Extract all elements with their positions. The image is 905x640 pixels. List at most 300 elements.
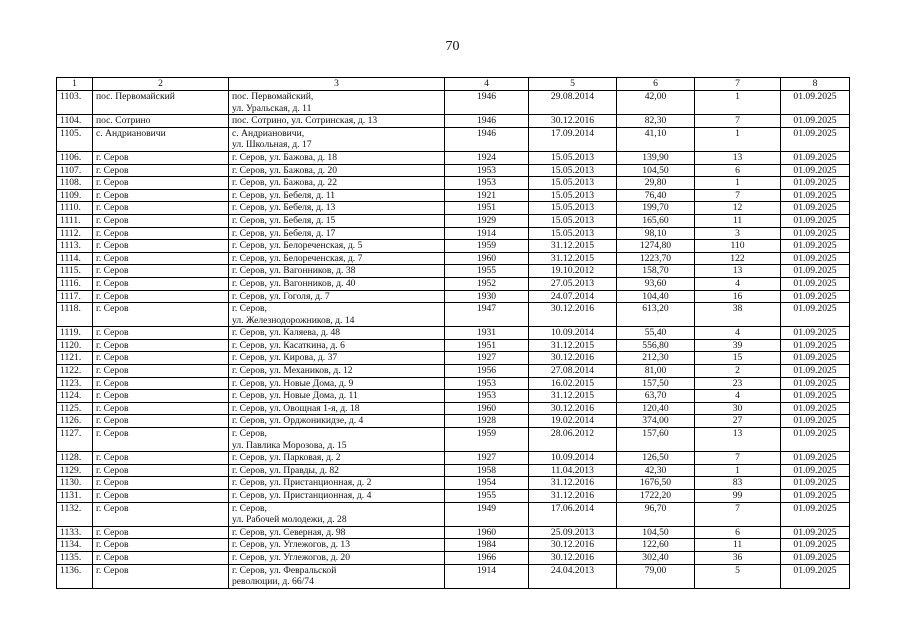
- deadline-cell: 01.09.2025: [781, 477, 850, 490]
- deadline-cell: 01.09.2025: [781, 502, 850, 526]
- address-cell: [229, 277, 445, 290]
- count-cell: 38: [695, 303, 781, 327]
- deadline-cell: 01.09.2025: [781, 164, 850, 177]
- row-number-cell: 1126.: [57, 415, 93, 428]
- address-cell: [229, 164, 445, 177]
- area-cell: 42,30: [617, 464, 695, 477]
- count-cell: 3: [695, 227, 781, 240]
- area-cell: 139,90: [617, 151, 695, 164]
- year-cell: 1959: [445, 428, 529, 452]
- row-number-cell: 1130.: [57, 477, 93, 490]
- date-cell: 15.05.2013: [529, 164, 617, 177]
- address-line: г. Серов, ул. Вагонников, д. 38: [232, 265, 356, 277]
- column-header: 3: [229, 78, 445, 91]
- address-cell: [229, 115, 445, 128]
- table-row: [57, 202, 850, 215]
- locality-cell: г. Серов: [93, 265, 229, 278]
- row-number-cell: 1125.: [57, 402, 93, 415]
- row-number-cell: 1127.: [57, 428, 93, 452]
- row-number-cell: 1106.: [57, 151, 93, 164]
- address-line: г. Серов, ул. Кирова, д. 37: [232, 352, 338, 364]
- deadline-cell: 01.09.2025: [781, 365, 850, 378]
- column-header: 6: [617, 78, 695, 91]
- address-cell: [229, 127, 445, 151]
- year-cell: 1953: [445, 177, 529, 190]
- table-row: [57, 327, 850, 340]
- address-line: г. Серов, ул. Северная, д. 98: [232, 526, 346, 538]
- year-cell: 1921: [445, 189, 529, 202]
- deadline-cell: 01.09.2025: [781, 214, 850, 227]
- row-number-cell: 1119.: [57, 327, 93, 340]
- table-row: [57, 290, 850, 303]
- date-cell: 15.05.2013: [529, 214, 617, 227]
- count-cell: 7: [695, 452, 781, 465]
- deadline-cell: 01.09.2025: [781, 352, 850, 365]
- locality-cell: г. Серов: [93, 227, 229, 240]
- year-cell: 1960: [445, 252, 529, 265]
- locality-cell: г. Серов: [93, 151, 229, 164]
- area-cell: 104,40: [617, 290, 695, 303]
- date-cell: 31.12.2015: [529, 252, 617, 265]
- address-cell: [229, 452, 445, 465]
- year-cell: 1960: [445, 526, 529, 539]
- area-cell: 41,10: [617, 127, 695, 151]
- address-cell: [229, 151, 445, 164]
- count-cell: 7: [695, 115, 781, 128]
- count-cell: 2: [695, 365, 781, 378]
- year-cell: 1966: [445, 551, 529, 564]
- count-cell: 6: [695, 526, 781, 539]
- count-cell: 39: [695, 339, 781, 352]
- table-row: [57, 377, 850, 390]
- locality-cell: г. Серов: [93, 303, 229, 327]
- row-number-cell: 1116.: [57, 277, 93, 290]
- year-cell: 1953: [445, 390, 529, 403]
- locality-cell: г. Серов: [93, 164, 229, 177]
- date-cell: 10.09.2014: [529, 452, 617, 465]
- table-row: [57, 490, 850, 503]
- area-cell: 42,00: [617, 91, 695, 115]
- date-cell: 15.05.2013: [529, 189, 617, 202]
- area-cell: 556,80: [617, 339, 695, 352]
- date-cell: 28.06.2012: [529, 428, 617, 452]
- count-cell: 1: [695, 464, 781, 477]
- row-number-cell: 1123.: [57, 377, 93, 390]
- date-cell: 15.05.2013: [529, 227, 617, 240]
- table-row: [57, 214, 850, 227]
- address-line: г. Серов,: [232, 502, 267, 514]
- year-cell: 1928: [445, 415, 529, 428]
- address-cell: [229, 402, 445, 415]
- deadline-cell: 01.09.2025: [781, 428, 850, 452]
- address-cell: [229, 428, 445, 452]
- address-cell: [229, 477, 445, 490]
- address-cell: [229, 377, 445, 390]
- address-cell: [229, 177, 445, 190]
- table-row: [57, 428, 850, 452]
- address-cell: [229, 327, 445, 340]
- deadline-cell: 01.09.2025: [781, 177, 850, 190]
- column-header: 2: [93, 78, 229, 91]
- year-cell: 1914: [445, 227, 529, 240]
- count-cell: 1: [695, 177, 781, 190]
- address-cell: [229, 265, 445, 278]
- year-cell: 1946: [445, 115, 529, 128]
- address-cell: [229, 390, 445, 403]
- row-number-cell: 1132.: [57, 502, 93, 526]
- address-line: г. Серов, ул. Вагонников, д. 40: [232, 277, 356, 289]
- deadline-cell: 01.09.2025: [781, 464, 850, 477]
- deadline-cell: 01.09.2025: [781, 303, 850, 327]
- locality-cell: г. Серов: [93, 339, 229, 352]
- table-row: [57, 415, 850, 428]
- address-line: г. Серов, ул. Касаткина, д. 6: [232, 339, 345, 351]
- address-cell: [229, 227, 445, 240]
- address-line: г. Серов, ул. Углежогов, д. 13: [232, 539, 351, 551]
- address-cell: [229, 91, 445, 115]
- year-cell: 1984: [445, 539, 529, 552]
- row-number-cell: 1111.: [57, 214, 93, 227]
- address-line: ул. Уральская, д. 11: [232, 102, 312, 114]
- table-row: [57, 402, 850, 415]
- address-line: г. Серов, ул. Орджоникидзе, д. 4: [232, 415, 364, 427]
- count-cell: 15: [695, 352, 781, 365]
- deadline-cell: 01.09.2025: [781, 151, 850, 164]
- locality-cell: г. Серов: [93, 477, 229, 490]
- locality-cell: г. Серов: [93, 402, 229, 415]
- count-cell: 110: [695, 240, 781, 253]
- table-row: [57, 127, 850, 151]
- date-cell: 30.12.2016: [529, 539, 617, 552]
- deadline-cell: 01.09.2025: [781, 127, 850, 151]
- date-cell: 29.08.2014: [529, 91, 617, 115]
- row-number-cell: 1115.: [57, 265, 93, 278]
- address-line: г. Серов, ул. Правды, д. 82: [232, 464, 339, 476]
- locality-cell: г. Серов: [93, 252, 229, 265]
- table-row: [57, 115, 850, 128]
- locality-cell: г. Серов: [93, 564, 229, 588]
- address-line: г. Серов, ул. Бажова, д. 18: [232, 151, 337, 163]
- table-row: [57, 177, 850, 190]
- count-cell: 6: [695, 164, 781, 177]
- locality-cell: г. Серов: [93, 526, 229, 539]
- deadline-cell: 01.09.2025: [781, 390, 850, 403]
- locality-cell: г. Серов: [93, 202, 229, 215]
- count-cell: 23: [695, 377, 781, 390]
- date-cell: 30.12.2016: [529, 551, 617, 564]
- count-cell: 30: [695, 402, 781, 415]
- row-number-cell: 1118.: [57, 303, 93, 327]
- date-cell: 30.12.2016: [529, 402, 617, 415]
- area-cell: 93,60: [617, 277, 695, 290]
- area-cell: 55,40: [617, 327, 695, 340]
- address-cell: [229, 214, 445, 227]
- deadline-cell: 01.09.2025: [781, 252, 850, 265]
- count-cell: 11: [695, 539, 781, 552]
- locality-cell: г. Серов: [93, 377, 229, 390]
- area-cell: 1676,50: [617, 477, 695, 490]
- area-cell: 157,60: [617, 428, 695, 452]
- deadline-cell: 01.09.2025: [781, 551, 850, 564]
- address-line: ул. Школьная, д. 17: [232, 139, 312, 151]
- address-line: г. Серов, ул. Февральской: [232, 564, 337, 576]
- count-cell: 13: [695, 151, 781, 164]
- deadline-cell: 01.09.2025: [781, 402, 850, 415]
- deadline-cell: 01.09.2025: [781, 202, 850, 215]
- date-cell: 19.10.2012: [529, 265, 617, 278]
- count-cell: 4: [695, 327, 781, 340]
- area-cell: 81,00: [617, 365, 695, 378]
- address-cell: [229, 539, 445, 552]
- row-number-cell: 1114.: [57, 252, 93, 265]
- deadline-cell: 01.09.2025: [781, 539, 850, 552]
- address-line: ул. Рабочей молодежи, д. 28: [232, 514, 347, 526]
- row-number-cell: 1113.: [57, 240, 93, 253]
- locality-cell: г. Серов: [93, 189, 229, 202]
- year-cell: 1951: [445, 202, 529, 215]
- year-cell: 1955: [445, 265, 529, 278]
- address-line: революции, д. 66/74: [232, 576, 314, 588]
- column-header: 7: [695, 78, 781, 91]
- address-line: г. Серов, ул. Белореченская, д. 5: [232, 240, 363, 252]
- date-cell: 25.09.2013: [529, 526, 617, 539]
- date-cell: 31.12.2016: [529, 477, 617, 490]
- deadline-cell: 01.09.2025: [781, 526, 850, 539]
- deadline-cell: 01.09.2025: [781, 339, 850, 352]
- row-number-cell: 1109.: [57, 189, 93, 202]
- count-cell: 12: [695, 202, 781, 215]
- row-number-cell: 1112.: [57, 227, 93, 240]
- count-cell: 4: [695, 277, 781, 290]
- address-cell: [229, 202, 445, 215]
- area-cell: 158,70: [617, 265, 695, 278]
- table-row: [57, 227, 850, 240]
- locality-cell: г. Серов: [93, 365, 229, 378]
- row-number-cell: 1110.: [57, 202, 93, 215]
- row-number-cell: 1124.: [57, 390, 93, 403]
- area-cell: 212,30: [617, 352, 695, 365]
- table-row: [57, 390, 850, 403]
- year-cell: 1929: [445, 214, 529, 227]
- area-cell: 76,40: [617, 189, 695, 202]
- year-cell: 1930: [445, 290, 529, 303]
- area-cell: 104,50: [617, 164, 695, 177]
- address-line: г. Серов, ул. Новые Дома, д. 11: [232, 390, 358, 402]
- date-cell: 15.05.2013: [529, 202, 617, 215]
- address-cell: [229, 564, 445, 588]
- table-row: [57, 252, 850, 265]
- column-header: 8: [781, 78, 850, 91]
- date-cell: 31.12.2015: [529, 339, 617, 352]
- year-cell: 1927: [445, 452, 529, 465]
- area-cell: 82,30: [617, 115, 695, 128]
- date-cell: 31.12.2015: [529, 390, 617, 403]
- address-cell: [229, 303, 445, 327]
- table-row: [57, 477, 850, 490]
- row-number-cell: 1120.: [57, 339, 93, 352]
- row-number-cell: 1103.: [57, 91, 93, 115]
- row-number-cell: 1121.: [57, 352, 93, 365]
- count-cell: 7: [695, 189, 781, 202]
- table-row: [57, 365, 850, 378]
- row-number-cell: 1117.: [57, 290, 93, 303]
- date-cell: 24.07.2014: [529, 290, 617, 303]
- table-row: [57, 303, 850, 327]
- date-cell: 10.09.2014: [529, 327, 617, 340]
- deadline-cell: 01.09.2025: [781, 415, 850, 428]
- locality-cell: г. Серов: [93, 490, 229, 503]
- page-number: 70: [445, 39, 460, 54]
- address-line: г. Серов, ул. Бебеля, д. 17: [232, 227, 336, 239]
- count-cell: 36: [695, 551, 781, 564]
- count-cell: 1: [695, 91, 781, 115]
- address-line: г. Серов, ул. Новые Дома, д. 9: [232, 377, 354, 389]
- row-number-cell: 1107.: [57, 164, 93, 177]
- date-cell: 30.12.2016: [529, 303, 617, 327]
- date-cell: 27.05.2013: [529, 277, 617, 290]
- table-row: [57, 164, 850, 177]
- year-cell: 1953: [445, 164, 529, 177]
- date-cell: 17.09.2014: [529, 127, 617, 151]
- year-cell: 1959: [445, 240, 529, 253]
- year-cell: 1924: [445, 151, 529, 164]
- count-cell: 83: [695, 477, 781, 490]
- area-cell: 29,80: [617, 177, 695, 190]
- address-line: пос. Сотрино, ул. Сотринская, д. 13: [232, 115, 378, 127]
- area-cell: 613,20: [617, 303, 695, 327]
- table-row: [57, 91, 850, 115]
- address-line: г. Серов, ул. Бажова, д. 20: [232, 164, 337, 176]
- year-cell: 1960: [445, 402, 529, 415]
- locality-cell: г. Серов: [93, 464, 229, 477]
- area-cell: 302,40: [617, 551, 695, 564]
- year-cell: 1914: [445, 564, 529, 588]
- address-line: ул. Железнодорожников, д. 14: [232, 314, 355, 326]
- table-row: [57, 339, 850, 352]
- address-line: г. Серов, ул. Бажова, д. 22: [232, 177, 337, 189]
- deadline-cell: 01.09.2025: [781, 265, 850, 278]
- area-cell: 157,50: [617, 377, 695, 390]
- column-header: 4: [445, 78, 529, 91]
- count-cell: 16: [695, 290, 781, 303]
- area-cell: 104,50: [617, 526, 695, 539]
- row-number-cell: 1134.: [57, 539, 93, 552]
- table-row: [57, 265, 850, 278]
- deadline-cell: 01.09.2025: [781, 452, 850, 465]
- table-row: [57, 352, 850, 365]
- date-cell: 15.05.2013: [529, 177, 617, 190]
- date-cell: 15.05.2013: [529, 151, 617, 164]
- address-cell: [229, 415, 445, 428]
- deadline-cell: 01.09.2025: [781, 189, 850, 202]
- area-cell: 1223,70: [617, 252, 695, 265]
- address-line: г. Серов,: [232, 428, 267, 440]
- year-cell: 1954: [445, 477, 529, 490]
- address-cell: [229, 551, 445, 564]
- address-line: с. Андриановичи,: [232, 127, 305, 139]
- locality-cell: с. Андриановичи: [93, 127, 229, 151]
- deadline-cell: 01.09.2025: [781, 240, 850, 253]
- row-number-cell: 1129.: [57, 464, 93, 477]
- date-cell: 24.04.2013: [529, 564, 617, 588]
- count-cell: 27: [695, 415, 781, 428]
- table-row: [57, 464, 850, 477]
- table-row: [57, 151, 850, 164]
- address-line: г. Серов, ул. Гоголя, д. 7: [232, 290, 330, 302]
- date-cell: 31.12.2015: [529, 240, 617, 253]
- table-row: [57, 526, 850, 539]
- year-cell: 1953: [445, 377, 529, 390]
- locality-cell: г. Серов: [93, 452, 229, 465]
- address-line: г. Серов, ул. Бебеля, д. 15: [232, 214, 336, 226]
- year-cell: 1956: [445, 365, 529, 378]
- locality-cell: г. Серов: [93, 240, 229, 253]
- deadline-cell: 01.09.2025: [781, 115, 850, 128]
- year-cell: 1947: [445, 303, 529, 327]
- deadline-cell: 01.09.2025: [781, 227, 850, 240]
- row-number-cell: 1105.: [57, 127, 93, 151]
- address-cell: [229, 464, 445, 477]
- address-line: г. Серов, ул. Каляева, д. 48: [232, 327, 341, 339]
- housing-table: [56, 77, 850, 589]
- year-cell: 1951: [445, 339, 529, 352]
- row-number-cell: 1136.: [57, 564, 93, 588]
- year-cell: 1946: [445, 91, 529, 115]
- row-number-cell: 1122.: [57, 365, 93, 378]
- deadline-cell: 01.09.2025: [781, 277, 850, 290]
- area-cell: 120,40: [617, 402, 695, 415]
- locality-cell: г. Серов: [93, 415, 229, 428]
- row-number-cell: 1104.: [57, 115, 93, 128]
- address-line: г. Серов, ул. Овощная 1-я, д. 18: [232, 402, 360, 414]
- address-line: г. Серов, ул. Пристанционная, д. 4: [232, 490, 372, 501]
- locality-cell: г. Серов: [93, 390, 229, 403]
- address-line: г. Серов, ул. Углежогов, д. 20: [232, 551, 351, 563]
- count-cell: 1: [695, 127, 781, 151]
- locality-cell: г. Серов: [93, 214, 229, 227]
- address-line: ул. Павлика Морозова, д. 15: [232, 439, 347, 451]
- date-cell: 30.12.2016: [529, 115, 617, 128]
- address-line: г. Серов,: [232, 303, 267, 315]
- area-cell: 79,00: [617, 564, 695, 588]
- column-header: 5: [529, 78, 617, 91]
- address-line: г. Серов, ул. Пристанционная, д. 2: [232, 477, 372, 489]
- column-header: 1: [57, 78, 93, 91]
- area-cell: 63,70: [617, 390, 695, 403]
- deadline-cell: 01.09.2025: [781, 564, 850, 588]
- address-line: г. Серов, ул. Бебеля, д. 11: [232, 189, 335, 201]
- locality-cell: г. Серов: [93, 177, 229, 190]
- count-cell: 122: [695, 252, 781, 265]
- address-line: г. Серов, ул. Парковая, д. 2: [232, 452, 341, 464]
- address-cell: [229, 365, 445, 378]
- date-cell: 27.08.2014: [529, 365, 617, 378]
- area-cell: 1722,20: [617, 490, 695, 503]
- locality-cell: г. Серов: [93, 502, 229, 526]
- address-cell: [229, 339, 445, 352]
- address-cell: [229, 240, 445, 253]
- date-cell: 11.04.2013: [529, 464, 617, 477]
- table-row: [57, 564, 850, 588]
- locality-cell: пос. Сотрино: [93, 115, 229, 128]
- date-cell: 30.12.2016: [529, 352, 617, 365]
- address-cell: [229, 490, 445, 503]
- year-cell: 1927: [445, 352, 529, 365]
- count-cell: 99: [695, 490, 781, 503]
- locality-cell: г. Серов: [93, 277, 229, 290]
- row-number-cell: 1135.: [57, 551, 93, 564]
- count-cell: 5: [695, 564, 781, 588]
